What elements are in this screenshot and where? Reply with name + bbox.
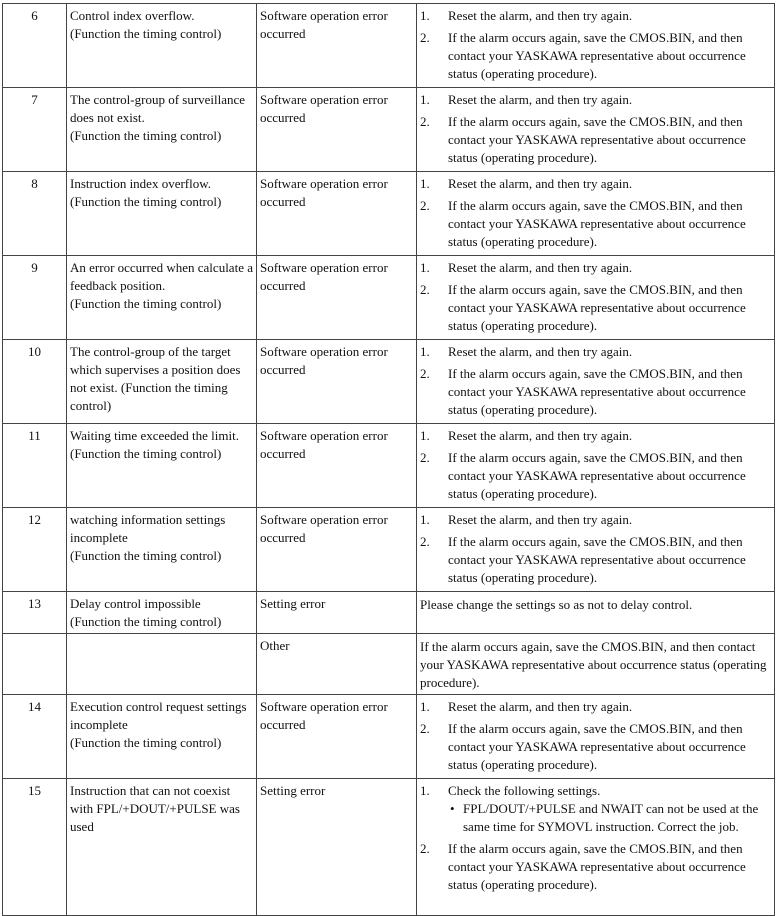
step-number: 1.	[420, 92, 430, 107]
alarm-cause: Other	[257, 634, 417, 695]
remedy-step	[420, 427, 771, 445]
remedy-text: If the alarm occurs again, save the CMOS.BIN, and then contact your YASKAWA representative about occurrence status (operating procedure).	[420, 639, 767, 690]
alarm-cause: Software operation error occurred	[257, 424, 417, 508]
remedy-steps	[420, 175, 771, 251]
step-body: Reset the alarm, and then try again.	[448, 176, 633, 191]
step-text	[448, 343, 771, 361]
alarm-name: Delay control impossible (Function the timing control)	[67, 592, 257, 634]
alarm-table	[2, 3, 775, 916]
step-number: 1.	[420, 8, 430, 23]
step-number: 2.	[420, 366, 430, 381]
step-body: If the alarm occurs again, save the CMOS.BIN, and then contact your YASKAWA representative about occurrence status (operating procedure).	[448, 114, 746, 165]
alarm-cause: Software operation error occurred	[257, 172, 417, 256]
step-body: Reset the alarm, and then try again.	[448, 260, 633, 275]
bullet-icon: •	[450, 801, 455, 816]
step-number: 1.	[420, 699, 430, 714]
remedy-steps	[420, 7, 771, 83]
step-body: If the alarm occurs again, save the CMOS.BIN, and then contact your YASKAWA representative about occurrence status (operating procedure).	[448, 282, 746, 333]
remedy-steps	[420, 91, 771, 167]
step-text	[448, 365, 771, 419]
remedy-steps	[420, 427, 771, 503]
step-number: 2.	[420, 114, 430, 129]
step-text	[448, 840, 771, 894]
alarm-cause: Setting error	[257, 592, 417, 634]
step-body: If the alarm occurs again, save the CMOS.BIN, and then contact your YASKAWA representative about occurrence status (operating procedure).	[448, 450, 746, 501]
remedy-step	[420, 113, 771, 167]
step-number: 2.	[420, 841, 430, 856]
table-row	[3, 256, 775, 340]
alarm-number: 15	[3, 779, 67, 916]
table-row	[3, 340, 775, 424]
remedy-step	[420, 511, 771, 529]
step-text	[448, 533, 771, 587]
alarm-remedy	[417, 634, 775, 695]
step-number: 2.	[420, 198, 430, 213]
step-text	[448, 427, 771, 445]
alarm-name	[67, 634, 257, 695]
alarm-remedy	[417, 256, 775, 340]
step-body: If the alarm occurs again, save the CMOS.BIN, and then contact your YASKAWA representative about occurrence status (operating procedure).	[448, 198, 746, 249]
remedy-step	[420, 698, 771, 716]
step-number: 1.	[420, 512, 430, 527]
step-number: 2.	[420, 721, 430, 736]
remedy-step	[420, 840, 771, 894]
alarm-cause: Software operation error occurred	[257, 88, 417, 172]
remedy-step	[420, 343, 771, 361]
alarm-number: 11	[3, 424, 67, 508]
remedy-text: Please change the settings so as not to delay control.	[420, 597, 693, 612]
remedy-step	[420, 91, 771, 109]
table-row	[3, 508, 775, 592]
step-number: 1.	[420, 176, 430, 191]
alarm-cause: Software operation error occurred	[257, 508, 417, 592]
alarm-name: Instruction that can not coexist with FPL/+DOUT/+PULSE was used	[67, 779, 257, 916]
step-text	[448, 698, 771, 716]
step-number: 2.	[420, 282, 430, 297]
step-text	[448, 720, 771, 774]
alarm-cause: Software operation error occurred	[257, 695, 417, 779]
alarm-number: 6	[3, 4, 67, 88]
alarm-number: 7	[3, 88, 67, 172]
remedy-steps	[420, 343, 771, 419]
table-row	[3, 424, 775, 508]
remedy-step	[420, 720, 771, 774]
step-body: Check the following settings.	[448, 783, 601, 798]
alarm-name: The control-group of the target which supervises a position does not exist. (Function the timing control)	[67, 340, 257, 424]
sub-text: FPL/DOUT/+PULSE and NWAIT can not be used at the same time for SYMOVL instruction. Correct the job.	[463, 801, 759, 834]
remedy-step	[420, 449, 771, 503]
alarm-remedy	[417, 695, 775, 779]
step-body: Reset the alarm, and then try again.	[448, 92, 633, 107]
step-body: If the alarm occurs again, save the CMOS.BIN, and then contact your YASKAWA representative about occurrence status (operating procedure).	[448, 30, 746, 81]
table-row	[3, 634, 775, 695]
alarm-name: Instruction index overflow. (Function the timing control)	[67, 172, 257, 256]
alarm-remedy	[417, 340, 775, 424]
step-text	[448, 511, 771, 529]
step-text	[448, 259, 771, 277]
alarm-remedy	[417, 779, 775, 916]
remedy-step	[420, 365, 771, 419]
alarm-number: 14	[3, 695, 67, 779]
table-row	[3, 592, 775, 634]
step-text	[448, 197, 771, 251]
step-number: 1.	[420, 783, 430, 798]
step-text	[448, 113, 771, 167]
remedy-step	[420, 782, 771, 836]
step-text	[448, 449, 771, 503]
alarm-cause: Software operation error occurred	[257, 340, 417, 424]
step-body: If the alarm occurs again, save the CMOS.BIN, and then contact your YASKAWA representative about occurrence status (operating procedure).	[448, 366, 746, 417]
alarm-table-body	[3, 4, 775, 916]
step-number: 1.	[420, 344, 430, 359]
alarm-number: 13	[3, 592, 67, 634]
remedy-step	[420, 533, 771, 587]
remedy-steps	[420, 511, 771, 587]
alarm-cause: Setting error	[257, 779, 417, 916]
table-row	[3, 779, 775, 916]
step-body: If the alarm occurs again, save the CMOS.BIN, and then contact your YASKAWA representative about occurrence status (operating procedure).	[448, 841, 746, 892]
remedy-steps	[420, 698, 771, 774]
remedy-steps	[420, 782, 771, 894]
table-row	[3, 88, 775, 172]
alarm-name: watching information settings incomplete (Function the timing control)	[67, 508, 257, 592]
alarm-number: 9	[3, 256, 67, 340]
step-body: Reset the alarm, and then try again.	[448, 344, 633, 359]
remedy-step	[420, 7, 771, 25]
alarm-remedy	[417, 4, 775, 88]
step-body: Reset the alarm, and then try again.	[448, 699, 633, 714]
alarm-name: The control-group of surveillance does not exist. (Function the timing control)	[67, 88, 257, 172]
step-text	[448, 91, 771, 109]
alarm-remedy	[417, 172, 775, 256]
step-body: Reset the alarm, and then try again.	[448, 428, 633, 443]
alarm-cause: Software operation error occurred	[257, 256, 417, 340]
step-body: If the alarm occurs again, save the CMOS.BIN, and then contact your YASKAWA representative about occurrence status (operating procedure).	[448, 721, 746, 772]
alarm-name: An error occurred when calculate a feedback position. (Function the timing control)	[67, 256, 257, 340]
remedy-step	[420, 29, 771, 83]
remedy-step	[420, 197, 771, 251]
alarm-remedy	[417, 88, 775, 172]
step-text	[448, 782, 771, 836]
step-number: 2.	[420, 534, 430, 549]
alarm-number: 10	[3, 340, 67, 424]
remedy-step	[420, 175, 771, 193]
alarm-remedy	[417, 508, 775, 592]
alarm-number	[3, 634, 67, 695]
step-text	[448, 175, 771, 193]
step-body: If the alarm occurs again, save the CMOS.BIN, and then contact your YASKAWA representative about occurrence status (operating procedure).	[448, 534, 746, 585]
alarm-name: Control index overflow. (Function the timing control)	[67, 4, 257, 88]
alarm-remedy	[417, 592, 775, 634]
step-number: 2.	[420, 450, 430, 465]
remedy-step	[420, 281, 771, 335]
alarm-remedy	[417, 424, 775, 508]
remedy-step	[420, 259, 771, 277]
alarm-name: Execution control request settings incomplete (Function the timing control)	[67, 695, 257, 779]
step-number: 1.	[420, 428, 430, 443]
alarm-cause: Software operation error occurred	[257, 4, 417, 88]
step-text	[448, 29, 771, 83]
table-row	[3, 695, 775, 779]
alarm-number: 8	[3, 172, 67, 256]
step-number: 1.	[420, 260, 430, 275]
step-text	[448, 281, 771, 335]
sub-list	[448, 800, 771, 836]
alarm-number: 12	[3, 508, 67, 592]
sub-item	[450, 800, 771, 836]
step-body: Reset the alarm, and then try again.	[448, 8, 633, 23]
table-row	[3, 4, 775, 88]
remedy-steps	[420, 259, 771, 335]
step-body: Reset the alarm, and then try again.	[448, 512, 633, 527]
step-number: 2.	[420, 30, 430, 45]
table-row	[3, 172, 775, 256]
alarm-name: Waiting time exceeded the limit. (Function the timing control)	[67, 424, 257, 508]
step-text	[448, 7, 771, 25]
